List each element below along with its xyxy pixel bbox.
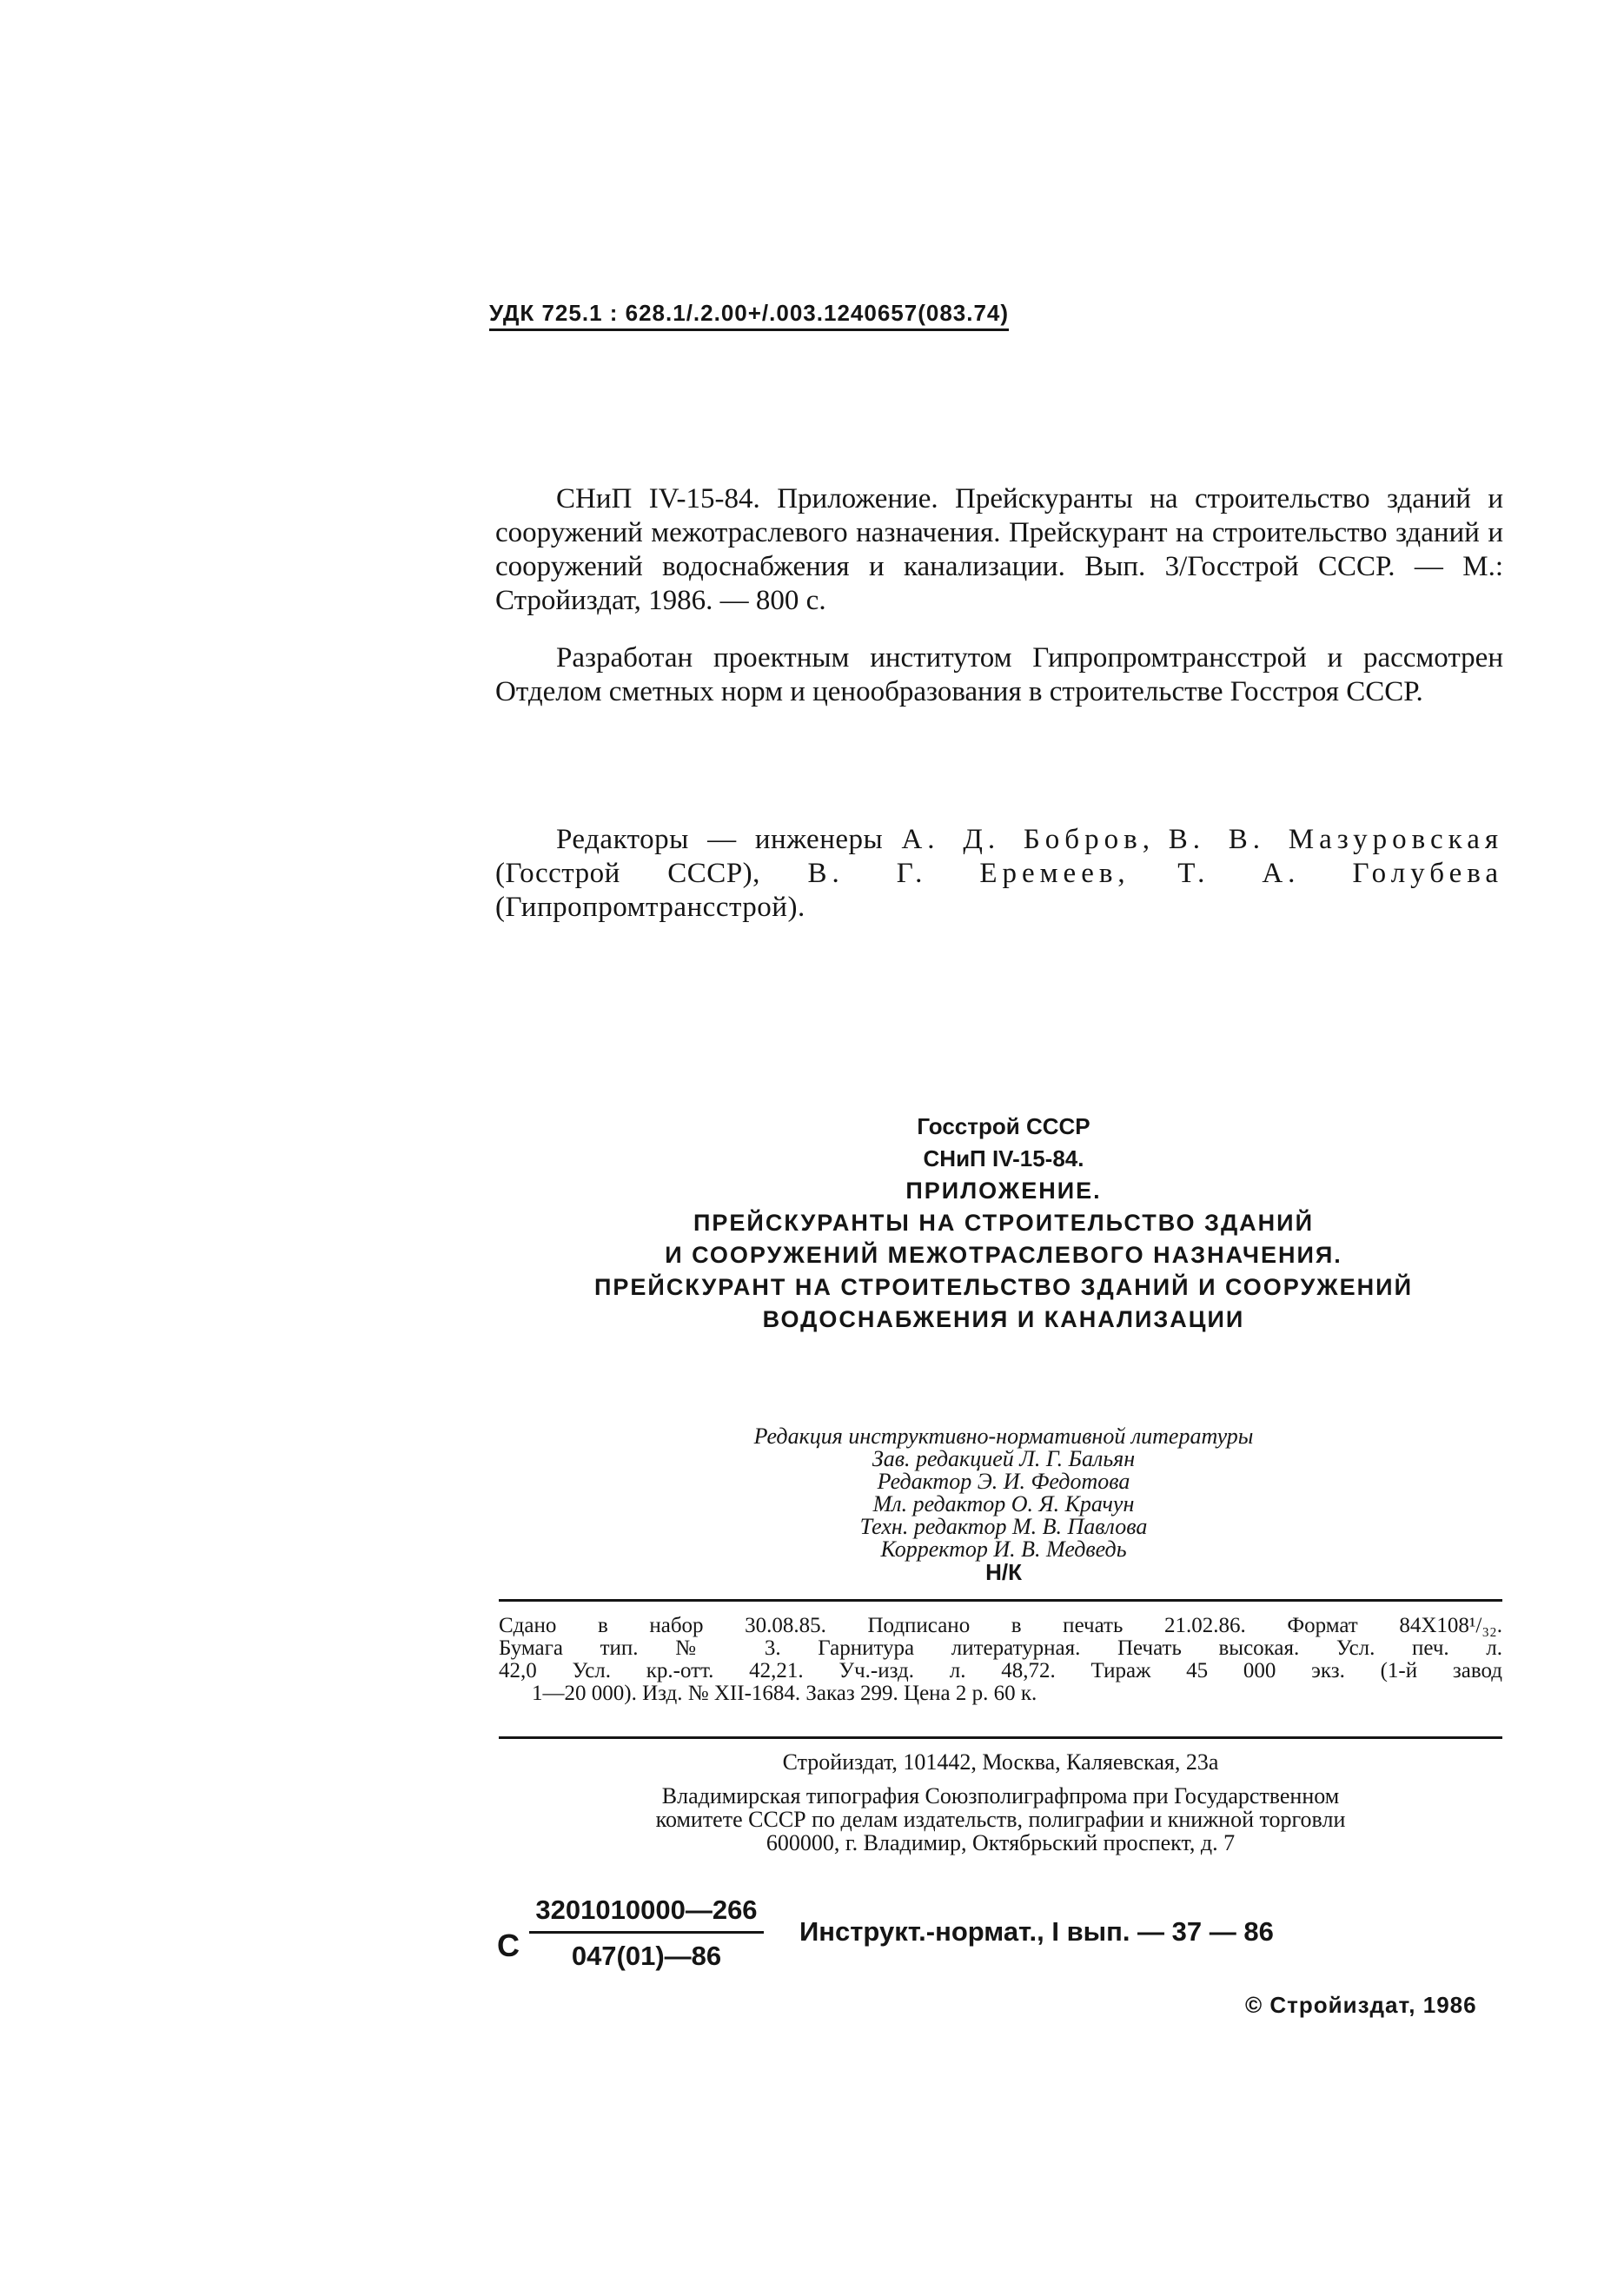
publisher-address: Стройиздат, 101442, Москва, Каляевская, 23а <box>782 1749 1219 1775</box>
code-numerator: 3201010000—266 <box>529 1895 764 1934</box>
editors-prefix: Редакторы — инженеры <box>556 824 884 855</box>
credit-line: Мл. редактор О. Я. Крачун <box>872 1491 1135 1516</box>
credit-line: Корректор И. В. Медведь <box>880 1536 1127 1562</box>
udk-line: УДК 725.1 : 628.1/.2.00+/.003.1240657(083.74) <box>489 300 1009 331</box>
printer-line: 600000, г. Владимир, Октябрьский проспект, д. 7 <box>766 1830 1236 1855</box>
printer-info <box>499 1750 1502 1855</box>
credit-line: Зав. редакцией Л. Г. Бальян <box>872 1446 1136 1471</box>
title-line: И СООРУЖЕНИЙ МЕЖОТРАСЛЕВОГО НАЗНАЧЕНИЯ. <box>665 1242 1342 1268</box>
printer-line: Владимирская типография Союзполиграфпрома при Государственном <box>661 1783 1340 1808</box>
editors-note: Редакторы — инженеры А. Д. Бобров, В. В. Мазуровская (Госстрой СССР), В. Г. Еремеев, Т. А. Голубева (Гипропромтрансстрой). <box>495 824 1504 923</box>
imprint-line: Бумага тип. № 3. Гарнитура литературная. Печать высокая. Усл. печ. л. <box>499 1636 1502 1660</box>
imprint-line: 1—20 000). Изд. № XII-1684. Заказ 299. Цена 2 р. 60 к. <box>532 1682 1037 1705</box>
title-line: ПРЕЙСКУРАНТЫ НА СТРОИТЕЛЬСТВО ЗДАНИЙ <box>693 1210 1314 1236</box>
credit-line: Техн. редактор М. В. Павлова <box>859 1514 1148 1539</box>
copyright-line: © Стройиздат, 1986 <box>1245 1992 1477 2018</box>
title-block <box>504 1111 1503 1336</box>
credit-line: Редактор Э. И. Федотова <box>877 1469 1130 1494</box>
title-line: ПРЕЙСКУРАНТ НА СТРОИТЕЛЬСТВО ЗДАНИЙ И СООРУЖЕНИЙ <box>594 1274 1413 1300</box>
editor-name: Т. А. Голубева <box>1177 858 1504 889</box>
bibliographic-annotation: СНиП IV-15-84. Приложение. Прейскуранты на строительство зданий и сооружений межотраслевого назначения. Прейскурант на строительство зданий и сооружений водоснабжения и канализации. Вып. 3/Госстрой СССР. — М.: Стройиздат, 1986. — 800 с. <box>495 483 1503 616</box>
imprint-line: 42,0 Усл. кр.-отт. 42,21. Уч.-изд. л. 48,72. Тираж 45 000 экз. (1-й завод <box>499 1659 1502 1682</box>
credit-line: Редакция инструктивно-нормативной литературы <box>753 1424 1254 1449</box>
editor-name: В. Г. Еремеев, <box>807 858 1130 889</box>
editors-affiliation: (Госстрой СССР), <box>495 858 760 889</box>
divider <box>499 1736 1502 1739</box>
title-line: ПРИЛОЖЕНИЕ. <box>905 1178 1102 1204</box>
nk-mark: Н/К <box>985 1559 1022 1585</box>
printer-line: комитете СССР по делам издательств, полиграфии и книжной торговли <box>655 1807 1346 1832</box>
org-name: Госстрой СССР <box>917 1113 1090 1139</box>
code-letter: С <box>497 1928 520 1963</box>
code-denominator: 047(01)—86 <box>571 1941 722 1971</box>
publication-code <box>529 1895 764 1972</box>
title-line: ВОДОСНАБЖЕНИЯ И КАНАЛИЗАЦИИ <box>762 1306 1245 1332</box>
divider <box>499 1599 1502 1602</box>
editor-name: В. В. Мазуровская <box>1168 824 1504 855</box>
imprint-line: Сдано в набор 30.08.85. Подписано в печать 21.02.86. Формат 84X108¹/₃₂. <box>499 1614 1502 1637</box>
imprint-details <box>499 1615 1502 1705</box>
document-code: СНиП IV-15-84. <box>923 1145 1084 1171</box>
developer-note: Разработан проектным институтом Гипропромтрансстрой и рассмотрен Отделом сметных норм и ценообразования в строительстве Госстроя СССР. <box>495 642 1503 707</box>
instruct-code: Инструкт.-нормат., I вып. — 37 — 86 <box>799 1916 1274 1947</box>
editor-name: А. Д. Бобров <box>901 824 1143 855</box>
editorial-credits <box>504 1425 1503 1583</box>
editors-affiliation: (Гипропромтрансстрой). <box>495 892 805 923</box>
